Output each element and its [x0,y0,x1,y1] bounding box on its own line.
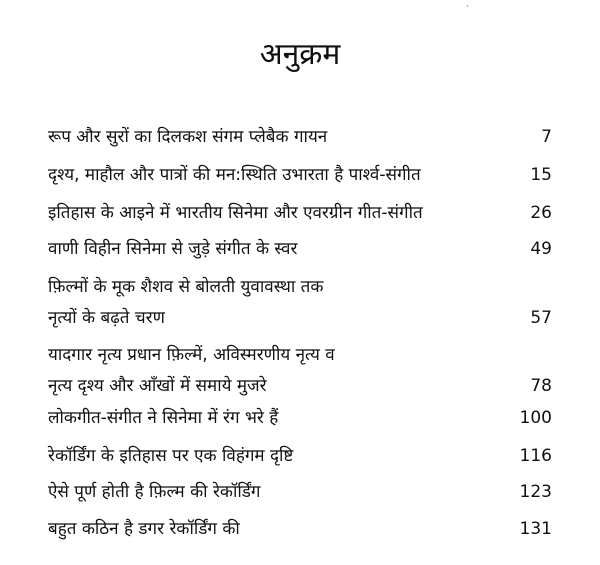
entry-title-line: फ़िल्मों के मूक शैशव से बोलती युवावस्था तक [48,277,324,297]
entry-page-number: 123 [519,482,552,502]
entry-title-line: यादगार नृत्य प्रधान फ़िल्में, अविस्मरणीय नृत्य व [48,345,335,365]
entry-page-number: 26 [530,203,552,223]
entry-page-number: 100 [519,408,552,428]
toc-entry[interactable] [48,514,552,545]
entry-title-line: नृत्य दृश्य और आँखों में समाये मुजरे [48,376,267,396]
entry-page-number: 131 [519,519,552,539]
entry-page-number: 49 [530,239,552,259]
toc-entry[interactable] [48,272,552,334]
entry-page-number: 7 [541,127,552,147]
entry-title-line: बहुत कठिन है डगर रेकॉर्डिंग की [48,519,240,539]
toc-entry[interactable] [48,403,552,434]
entry-page-number: 116 [519,446,552,466]
toc-entry[interactable] [48,122,552,153]
entry-title-line: नृत्यों के बढ़ते चरण [48,308,165,328]
scan-dot: · [466,2,469,11]
entry-page-number: 78 [530,376,552,396]
entry-title-line: दृश्य, माहौल और पात्रों की मन:स्थिति उभारता है पार्श्व-संगीत [48,165,421,185]
entry-title-line: रूप और सुरों का दिलकश संगम प्लेबैक गायन [48,127,328,147]
entry-title-line: लोकगीत-संगीत ने सिनेमा में रंग भरे हैं [48,408,279,428]
entry-title-line: ऐसे पूर्ण होती है फ़िल्म की रेकॉर्डिंग [48,482,261,502]
entry-title-line: इतिहास के आइने में भारतीय सिनेमा और एवरग्रीन गीत-संगीत [48,203,423,223]
toc-entry[interactable] [48,234,552,265]
toc-entry[interactable] [48,160,552,191]
toc-entry[interactable] [48,198,552,229]
page-title: अनुक्रम [259,37,341,72]
entry-page-number: 57 [530,308,552,328]
toc-entry[interactable] [48,340,552,402]
entry-title-line: रेकॉर्डिंग के इतिहास पर एक विहंगम दृष्टि [48,446,294,466]
toc-entry[interactable] [48,477,552,508]
entry-page-number: 15 [530,165,552,185]
entry-title-line: वाणी विहीन सिनेमा से जुड़े संगीत के स्वर [48,239,298,259]
toc-entry[interactable] [48,441,552,472]
